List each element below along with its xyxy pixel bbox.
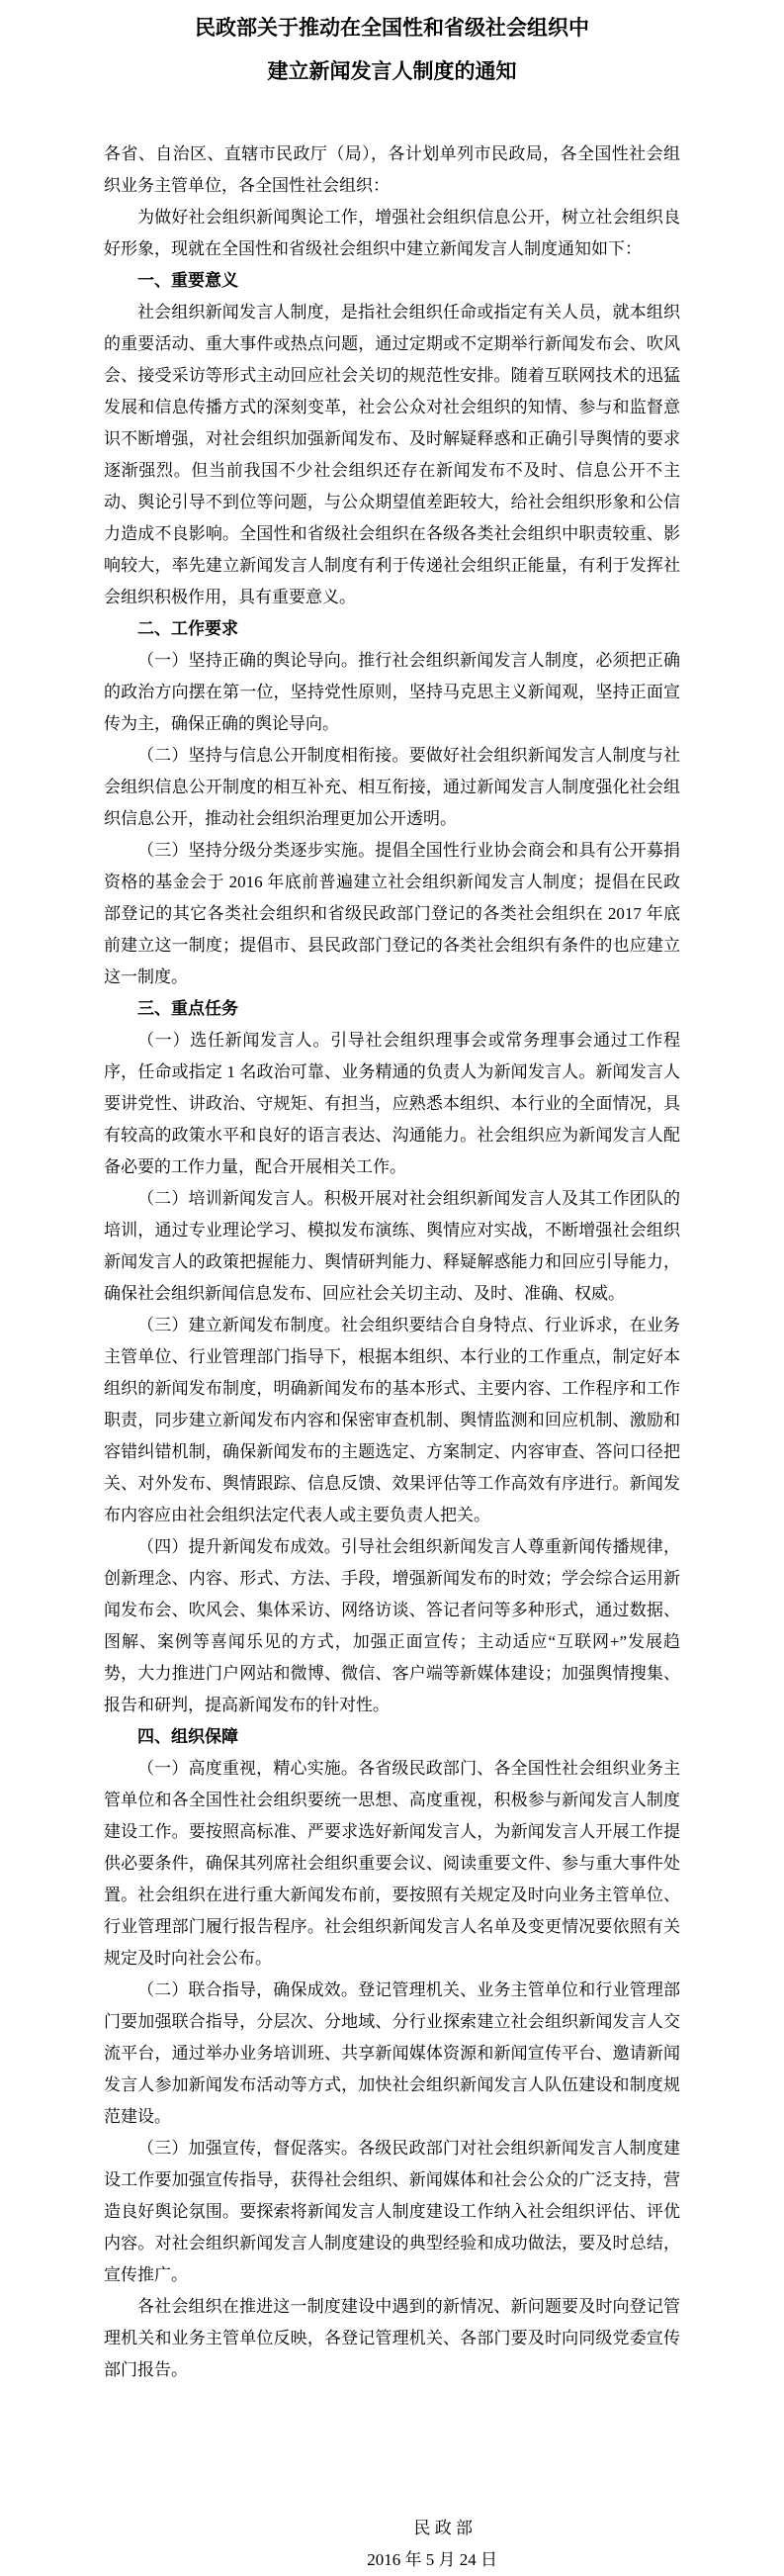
section-2-paragraph-1: （一）坚持正确的舆论导向。推行社会组织新闻发言人制度，必须把正确的政治方向摆在第一位，坚持党性原则，坚持马克思主义新闻观，坚持正面宣传为主，确保正确的舆论导向。 xyxy=(104,651,680,733)
section-3-paragraph-3: （三）建立新闻发布制度。社会组织要结合自身特点、行业诉求，在业务主管单位、行业管理部门指导下，根据本组织、本行业的工作重点，制定好本组织的新闻发布制度，明确新闻发布的基本形式、主要内容、工作程序和工作职责，同步建立新闻发布内容和保密审查机制、舆情监测和回应机制、激励和容错纠错机制，确保新闻发布的主题选定、方案制定、内容审查、答问口径把关、对外发布、舆情跟踪、信息反馈、效果评估等工作高效有序进行。新闻发布内容应由社会组织法定代表人或主要负责人把关。 xyxy=(104,1316,680,1524)
section-3-paragraph-2: （二）培训新闻发言人。积极开展对社会组织新闻发言人及其工作团队的培训，通过专业理论学习、模拟发布演练、舆情应对实战，不断增强社会组织新闻发言人的政策把握能力、舆情研判能力、释疑解惑能力和回应引导能力，确保社会组织新闻信息发布、回应社会关切主动、及时、准确、权威。 xyxy=(104,1189,680,1303)
issue-date: 2016 年 5 月 24 日 xyxy=(367,2550,497,2569)
section-4-paragraph-1: （一）高度重视，精心实施。各省级民政部门、各全国性社会组织业务主管单位和各全国性社会组织要统一思想、高度重视，积极参与新闻发言人制度建设工作。要按照高标准、严要求选好新闻发言人，为新闻发言人开展工作提供必要条件，确保其列席社会组织重要会议、阅读重要文件、参与重大事件处置。社会组织在进行重大新闻发布前，要按照有关规定及时向业务主管单位、行业管理部门履行报告程序。社会组织新闻发言人名单及变更情况要依照有关规定及时向社会公布。 xyxy=(104,1759,680,1968)
document-title-line2: 建立新闻发言人制度的通知 xyxy=(267,60,517,83)
signature-block xyxy=(104,2513,680,2576)
section-2-paragraph-3: （三）坚持分级分类逐步实施。提倡全国性行业协会商会和具有公开募捐资格的基金会于 2016 年底前普遍建立社会组织新闻发言人制度；提倡在民政部登记的其它各类社会组织和省级民政部门登记的各类社会组织在 2017 年底前建立这一制度；提倡市、县民政部门登记的各类社会组织有条件的也应建立这一制度。 xyxy=(104,841,680,986)
section-4-heading: 四、组织保障 xyxy=(137,1727,238,1746)
salutation: 各省、自治区、直辖市民政厅（局），各计划单列市民政局，各全国性社会组织业务主管单位，各全国性社会组织： xyxy=(104,144,680,195)
issuing-authority: 民 政 部 xyxy=(413,2519,473,2537)
document-title-block xyxy=(0,0,784,85)
document-body xyxy=(0,138,784,2576)
section-1-heading: 一、重要意义 xyxy=(137,271,238,290)
document-title-line1: 民政部关于推动在全国性和省级社会组织中 xyxy=(195,17,589,40)
section-4-paragraph-2: （二）联合指导，确保成效。登记管理机关、业务主管单位和行业管理部门要加强联合指导，分层次、分地域、分行业探索建立社会组织新闻发言人交流平台，通过举办业务培训班、共享新闻媒体资源和新闻宣传平台、邀请新闻发言人参加新闻发布活动等方式，加快社会组织新闻发言人队伍建设和制度规范建设。 xyxy=(104,1980,680,2126)
section-1-paragraph-1: 社会组织新闻发言人制度，是指社会组织任命或指定有关人员，就本组织的重要活动、重大事件或热点问题，通过定期或不定期举行新闻发布会、吹风会、接受采访等形式主动回应社会关切的规范性安排。随着互联网技术的迅猛发展和信息传播方式的深刻变革，社会公众对社会组织的知情、参与和监督意识不断增强，对社会组织加强新闻发布、及时解疑释惑和正确引导舆情的要求逐渐强烈。但当前我国不少社会组织还存在新闻发布不及时、信息公开不主动、舆论引导不到位等问题，与公众期望值差距较大，给社会组织形象和公信力造成不良影响。全国性和省级社会组织在各级各类社会组织中职责较重、影响较大，率先建立新闻发言人制度有利于传递社会组织正能量，有利于发挥社会组织积极作用，具有重要意义。 xyxy=(104,303,680,606)
closing-paragraph: 各社会组织在推进这一制度建设中遇到的新情况、新问题要及时向登记管理机关和业务主管单位反映，各登记管理机关、各部门要及时向同级党委宣传部门报告。 xyxy=(104,2297,680,2379)
section-3-paragraph-4: （四）提升新闻发布成效。引导社会组织新闻发言人尊重新闻传播规律，创新理念、内容、形式、方法、手段，增强新闻发布的时效；学会综合运用新闻发布会、吹风会、集体采访、网络访谈、答记者问等多种形式，通过数据、图解、案例等喜闻乐见的方式，加强正面宣传；主动适应“互联网+”发展趋势，大力推进门户网站和微博、微信、客户端等新媒体建设；加强舆情搜集、报告和研判，提高新闻发布的针对性。 xyxy=(104,1537,680,1714)
section-4-paragraph-3: （三）加强宣传，督促落实。各级民政部门对社会组织新闻发言人制度建设工作要加强宣传指导，获得社会组织、新闻媒体和社会公众的广泛支持，营造良好舆论氛围。要探索将新闻发言人制度建设工作纳入社会组织评估、评优内容。对社会组织新闻发言人制度建设的典型经验和成功做法，要及时总结，宣传推广。 xyxy=(104,2139,680,2284)
section-2-paragraph-2: （二）坚持与信息公开制度相衔接。要做好社会组织新闻发言人制度与社会组织信息公开制度的相互补充、相互衔接，通过新闻发言人制度强化社会组织信息公开，推动社会组织治理更加公开透明。 xyxy=(104,746,680,828)
intro-paragraph: 为做好社会组织新闻舆论工作，增强社会组织信息公开，树立社会组织良好形象，现就在全国性和省级社会组织中建立新闻发言人制度通知如下： xyxy=(104,208,680,258)
section-3-paragraph-1: （一）选任新闻发言人。引导社会组织理事会或常务理事会通过工作程序，任命或指定 1 名政治可靠、业务精通的负责人为新闻发言人。新闻发言人要讲党性、讲政治、守规矩、有担当，应熟悉本组织、本行业的全面情况，具有较高的政策水平和良好的语言表达、沟通能力。社会组织应为新闻发言人配备必要的工作力量，配合开展相关工作。 xyxy=(104,1031,680,1176)
section-2-heading: 二、工作要求 xyxy=(137,619,238,638)
section-3-heading: 三、重点任务 xyxy=(137,999,238,1018)
